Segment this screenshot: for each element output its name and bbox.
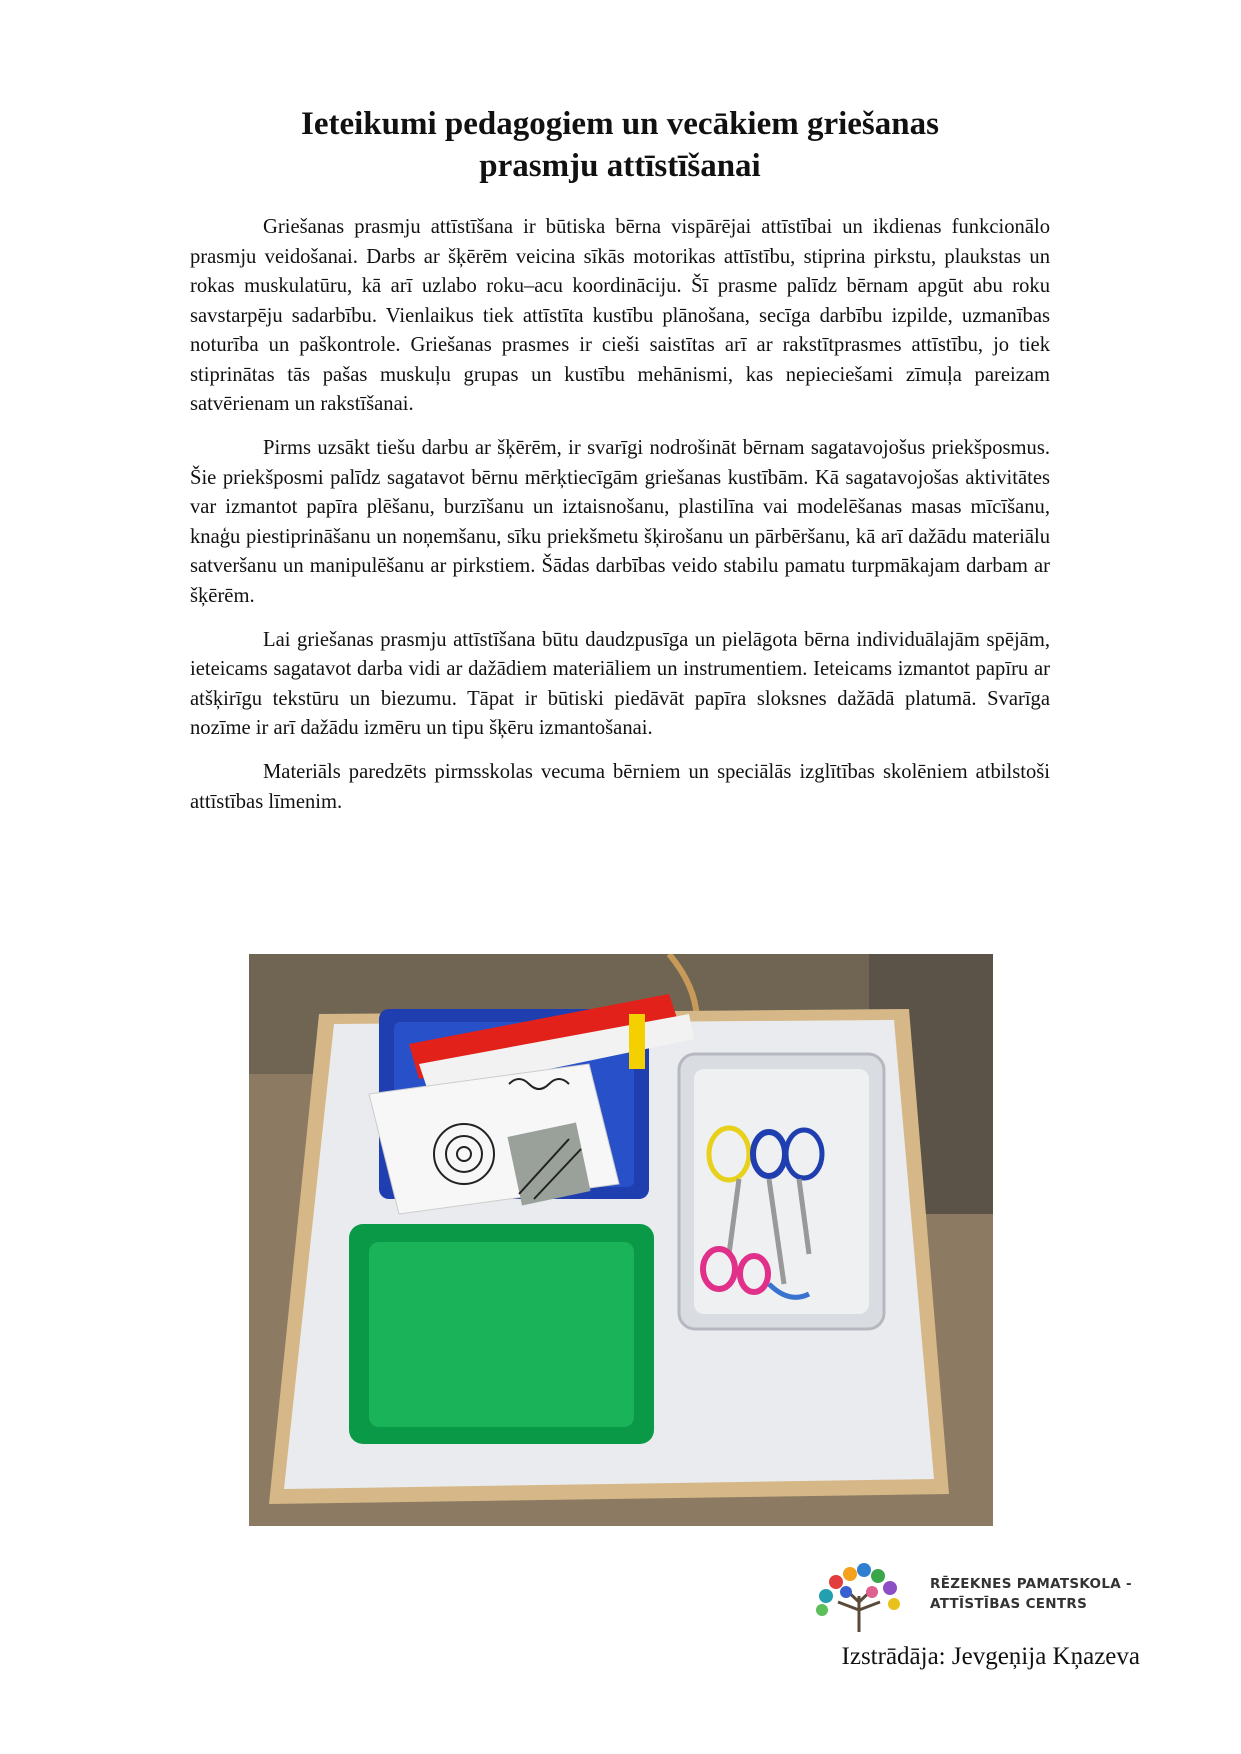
activity-photo (249, 954, 993, 1526)
photo-illustration (249, 954, 993, 1526)
title-line-2: prasmju attīstīšanai (479, 148, 761, 184)
body-text (190, 213, 1050, 832)
paragraph-1: Griešanas prasmju attīstīšana ir būtiska bērna vispārējai attīstībai un ikdienas funkcionālo prasmju veidošanai. Darbs ar šķērēm veicina sīkās motorikas attīstību, stiprina pirkstu, plaukstas un rokas muskulatūru, kā arī uzlabo roku–acu koordināciju. Šī prasme palīdz bērnam apgūt abu roku savstarpēju sadarbību. Vienlaikus tiek attīstīta kustību plānošana, secīga darbību izpilde, uzmanības noturība un paškontrole. Griešanas prasmes ir cieši saistītas arī ar rakstītprasmes attīstību, jo tiek stiprinātas tās pašas muskuļu grupas un kustību mehānismi, kas nepieciešami zīmuļa pareizam satvērienam un rakstīšanai. (190, 216, 1050, 415)
logo-line-1: RĒZEKNES PAMATSKOLA - (930, 1576, 1132, 1592)
logo-line-2: ATTĪSTĪBAS CENTRS (930, 1596, 1088, 1612)
author-credit (780, 1641, 1140, 1673)
logo-wordmark (930, 1574, 1150, 1614)
paragraph-3: Lai griešanas prasmju attīstīšana būtu daudzpusīga un pielāgota bērna individuālajām spējām, ieteicams sagatavot darba vidi ar dažādiem materiāliem un instrumentiem. Ieteicams izmantot papīru ar atšķirīgu tekstūru un biezumu. Tāpat ir būtiski piedāvāt papīra sloksnes dažādā platumā. Svarīga nozīme ir arī dažādu izmēru un tipu šķēru izmantošanai. (190, 628, 1050, 739)
author-name: Jevgeņija Kņazeva (951, 1643, 1140, 1670)
paragraph-4: Materiāls paredzēts pirmsskolas vecuma bērniem un speciālās izglītības skolēniem atbilstoši attīstības līmenim. (190, 761, 1050, 813)
paragraph-2: Pirms uzsākt tiešu darbu ar šķērēm, ir svarīgi nodrošināt bērnam sagatavojošus priekšposmus. Šie priekšposmi palīdz sagatavot bērnu mērķtiecīgām griešanas kustībām. Kā sagatavojošas aktivitātes var izmantot papīra plēšanu, burzīšanu un iztaisnošanu, plastilīna vai modelēšanas masas mīcīšanu, knaģu piestiprināšanu un noņemšanu, sīku priekšmetu šķirošanu un pārbēršanu, kā arī dažādu materiālu satveršanu un manipulēšanu ar pirkstiem. Šādas darbības veido stabilu pamatu turpmākajam darbam ar šķērēm. (190, 437, 1050, 607)
title-line-1: Ieteikumi pedagogiem un vecākiem griešanas (301, 106, 939, 142)
school-logo (808, 1562, 1138, 1632)
tree-hands-icon (808, 1562, 910, 1632)
page-title (190, 103, 1050, 187)
author-label: Izstrādāja: (841, 1643, 946, 1670)
